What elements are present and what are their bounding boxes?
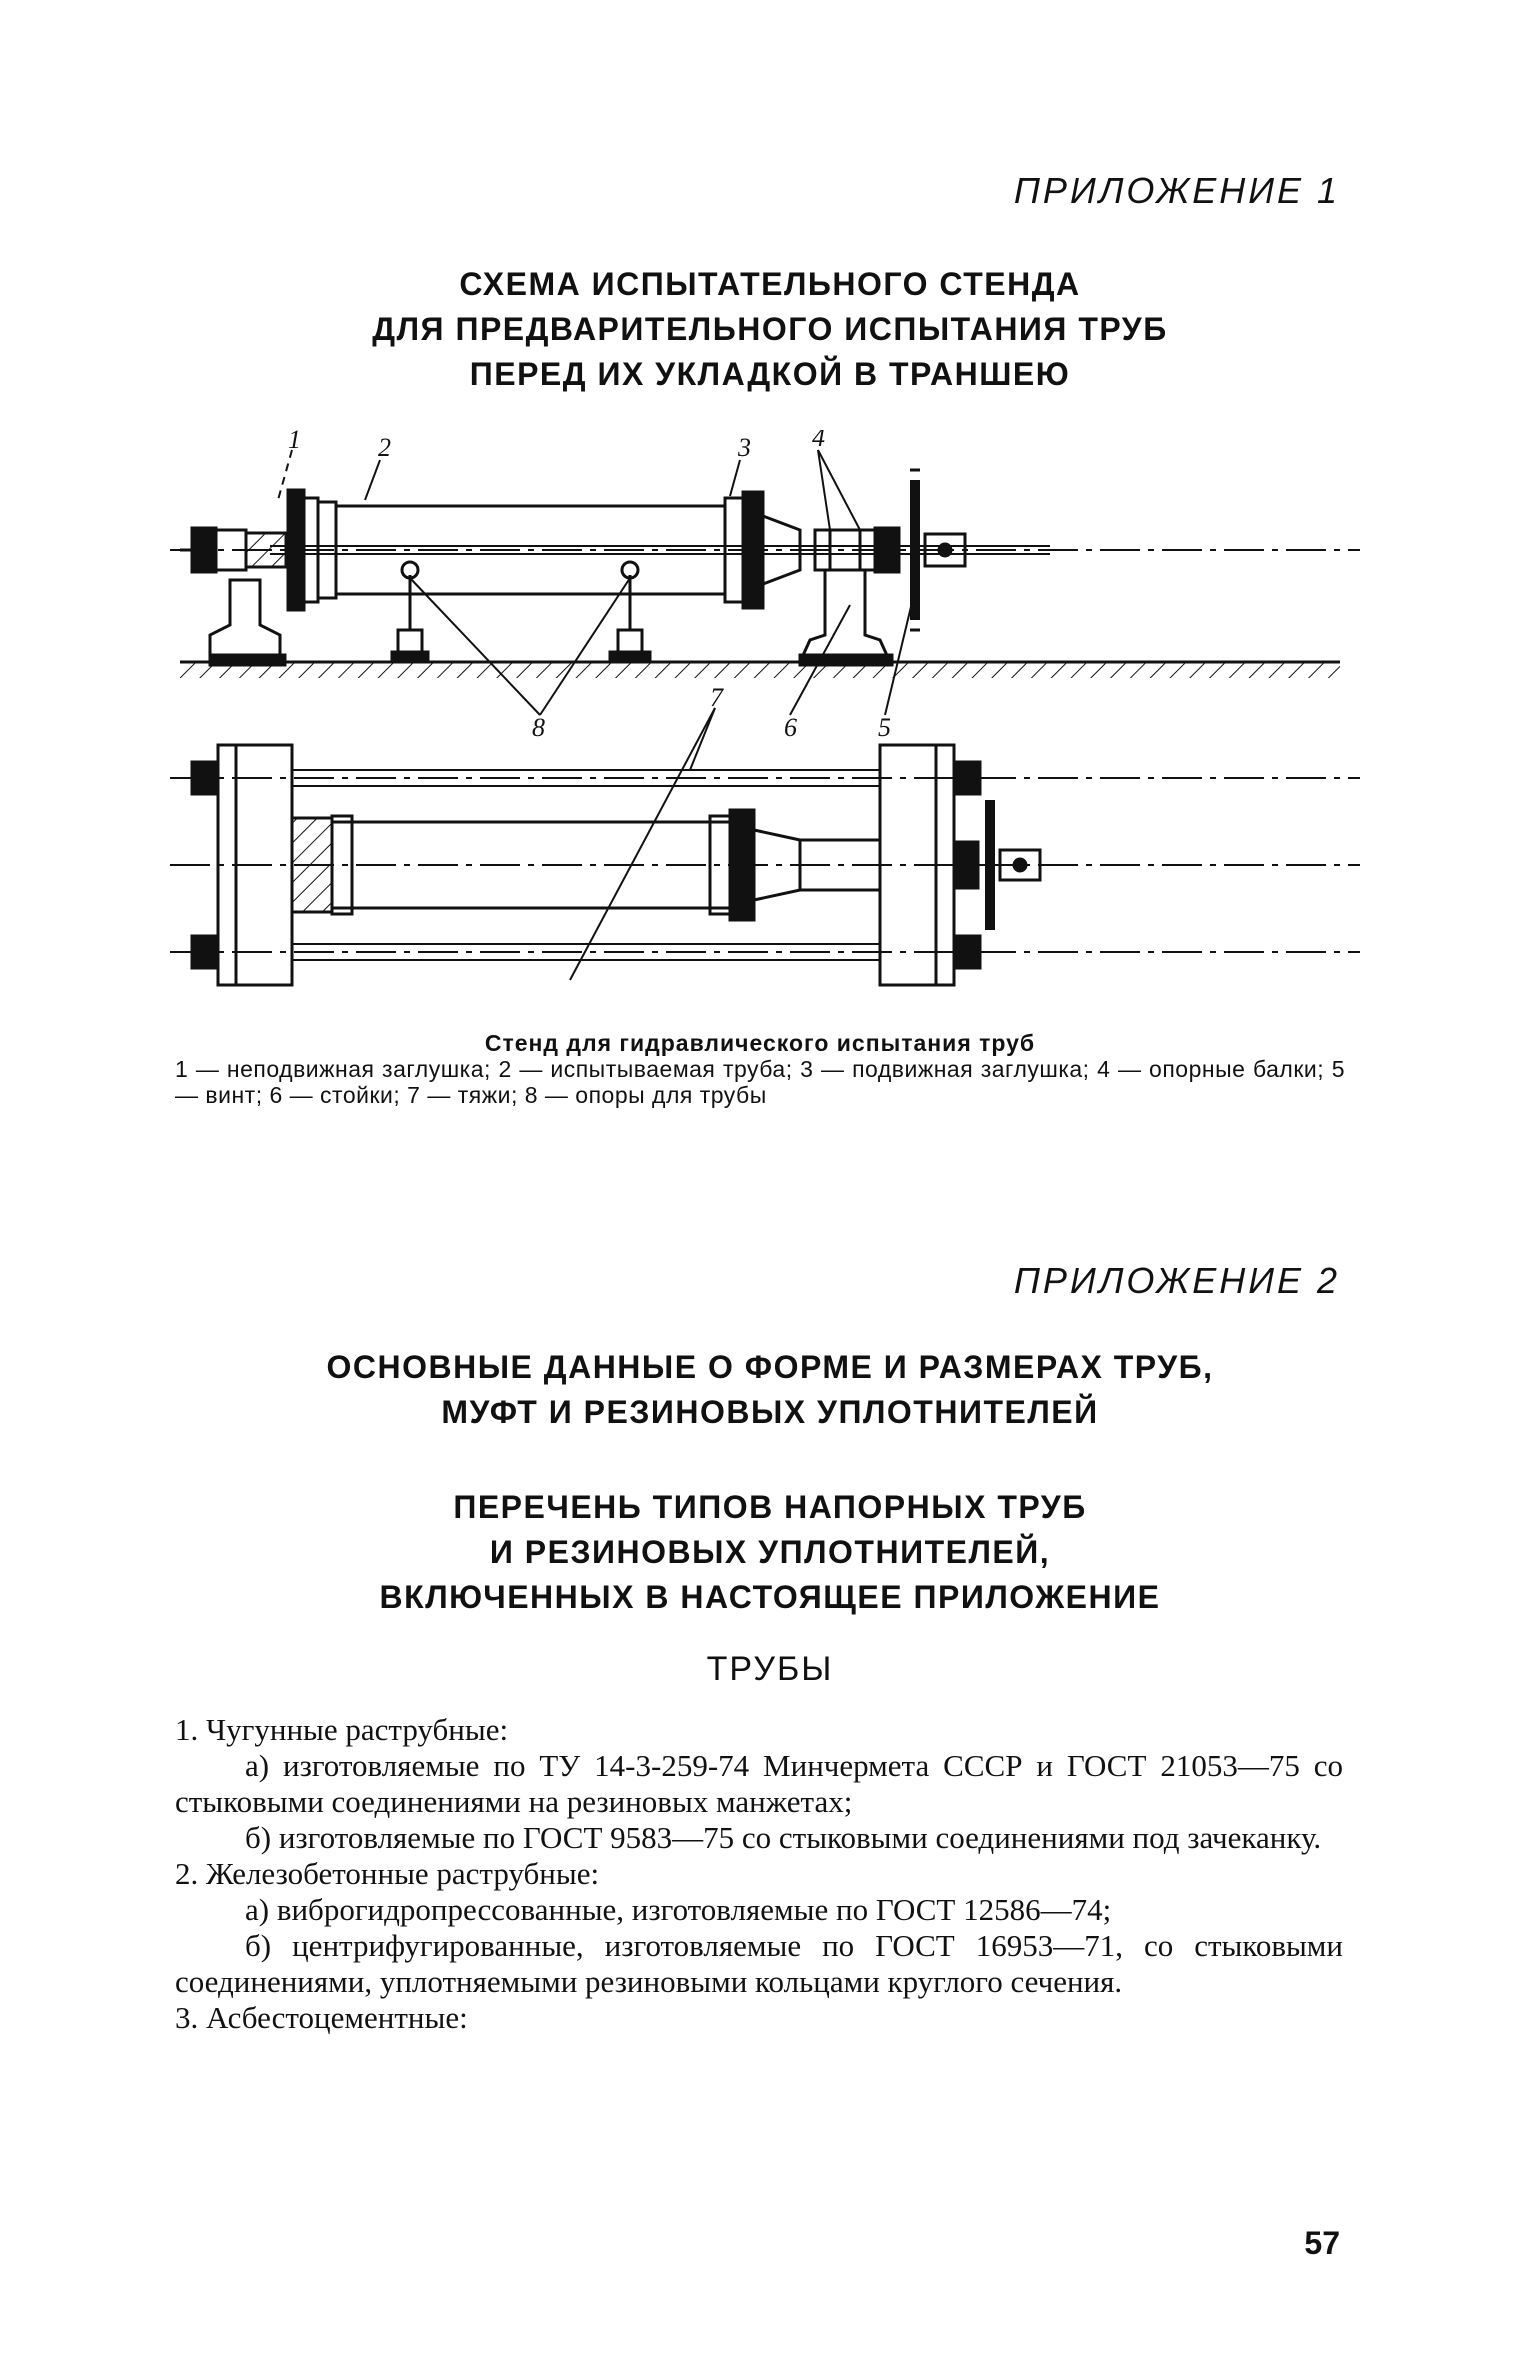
- title-line: ВКЛЮЧЕННЫХ В НАСТОЯЩЕЕ ПРИЛОЖЕНИЕ: [379, 1579, 1161, 1615]
- list-item: б) центрифугированные, изготовляемые по ГОСТ 16953—71, со стыковыми соединениями, уплотняемыми резиновыми кольцами круглого сечения.: [175, 1928, 1343, 1999]
- title-line: ПЕРЕЧЕНЬ ТИПОВ НАПОРНЫХ ТРУБ: [453, 1489, 1087, 1525]
- caption-title: Стенд для гидравлического испытания труб: [484, 1030, 1036, 1056]
- callout-3: 3: [738, 433, 751, 462]
- section-title: ТРУБЫ: [706, 1650, 834, 1688]
- pipe-support: [392, 562, 428, 662]
- list-item: а) изготовляемые по ТУ 14-3-259-74 Минчермета СССР и ГОСТ 21053—75 со стыковыми соединениями на резиновых манжетах;: [175, 1748, 1343, 1819]
- test-stand-drawing: [170, 430, 1370, 1010]
- plan-view: [170, 708, 1360, 985]
- list-item: 3. Асбестоцементные:: [175, 2000, 468, 2035]
- callout-5: 5: [878, 713, 891, 742]
- callout-4: 4: [812, 430, 825, 452]
- figure-caption: [175, 1030, 1345, 1108]
- appendix-2-label: ПРИЛОЖЕНИЕ 2: [1013, 1260, 1340, 1301]
- title-line: МУФТ И РЕЗИНОВЫХ УПЛОТНИТЕЛЕЙ: [441, 1394, 1099, 1430]
- appendix-1-title: [200, 262, 1340, 397]
- callout-8: 8: [532, 713, 545, 742]
- title-line: СХЕМА ИСПЫТАТЕЛЬНОГО СТЕНДА: [459, 266, 1081, 302]
- callout-1: 1: [288, 430, 301, 454]
- page-number: 57: [1304, 2225, 1340, 2261]
- appendix-2-title: [200, 1345, 1340, 1435]
- list-item: 1. Чугунные раструбные:: [175, 1712, 509, 1747]
- list-item: а) виброгидропрессованные, изготовляемые по ГОСТ 12586—74;: [245, 1892, 1112, 1927]
- title-line: ПЕРЕД ИХ УКЛАДКОЙ В ТРАНШЕЮ: [469, 356, 1071, 392]
- title-line: ДЛЯ ПРЕДВАРИТЕЛЬНОГО ИСПЫТАНИЯ ТРУБ: [372, 311, 1168, 347]
- appendix-1-label: ПРИЛОЖЕНИЕ 1: [1013, 170, 1340, 211]
- list-item: 2. Железобетонные раструбные:: [175, 1856, 600, 1891]
- callout-7: 7: [710, 683, 723, 712]
- title-line: ОСНОВНЫЕ ДАННЫЕ О ФОРМЕ И РАЗМЕРАХ ТРУБ,: [326, 1349, 1214, 1385]
- list-item: б) изготовляемые по ГОСТ 9583—75 со стыковыми соединениями под зачеканку.: [245, 1820, 1322, 1855]
- title-line: И РЕЗИНОВЫХ УПЛОТНИТЕЛЕЙ,: [489, 1534, 1051, 1570]
- caption-legend: 1 — неподвижная заглушка; 2 — испытываемая труба; 3 — подвижная заглушка; 4 — опорные балки; 5 — винт; 6 — стойки; 7 — тяжи; 8 — опоры для трубы: [175, 1056, 1345, 1108]
- pipe-type-list: [175, 1712, 1343, 2036]
- pipe-support: [610, 562, 650, 662]
- callout-6: 6: [784, 713, 797, 742]
- callout-2: 2: [378, 433, 391, 462]
- list-title: [200, 1485, 1340, 1620]
- side-view: [170, 450, 1360, 715]
